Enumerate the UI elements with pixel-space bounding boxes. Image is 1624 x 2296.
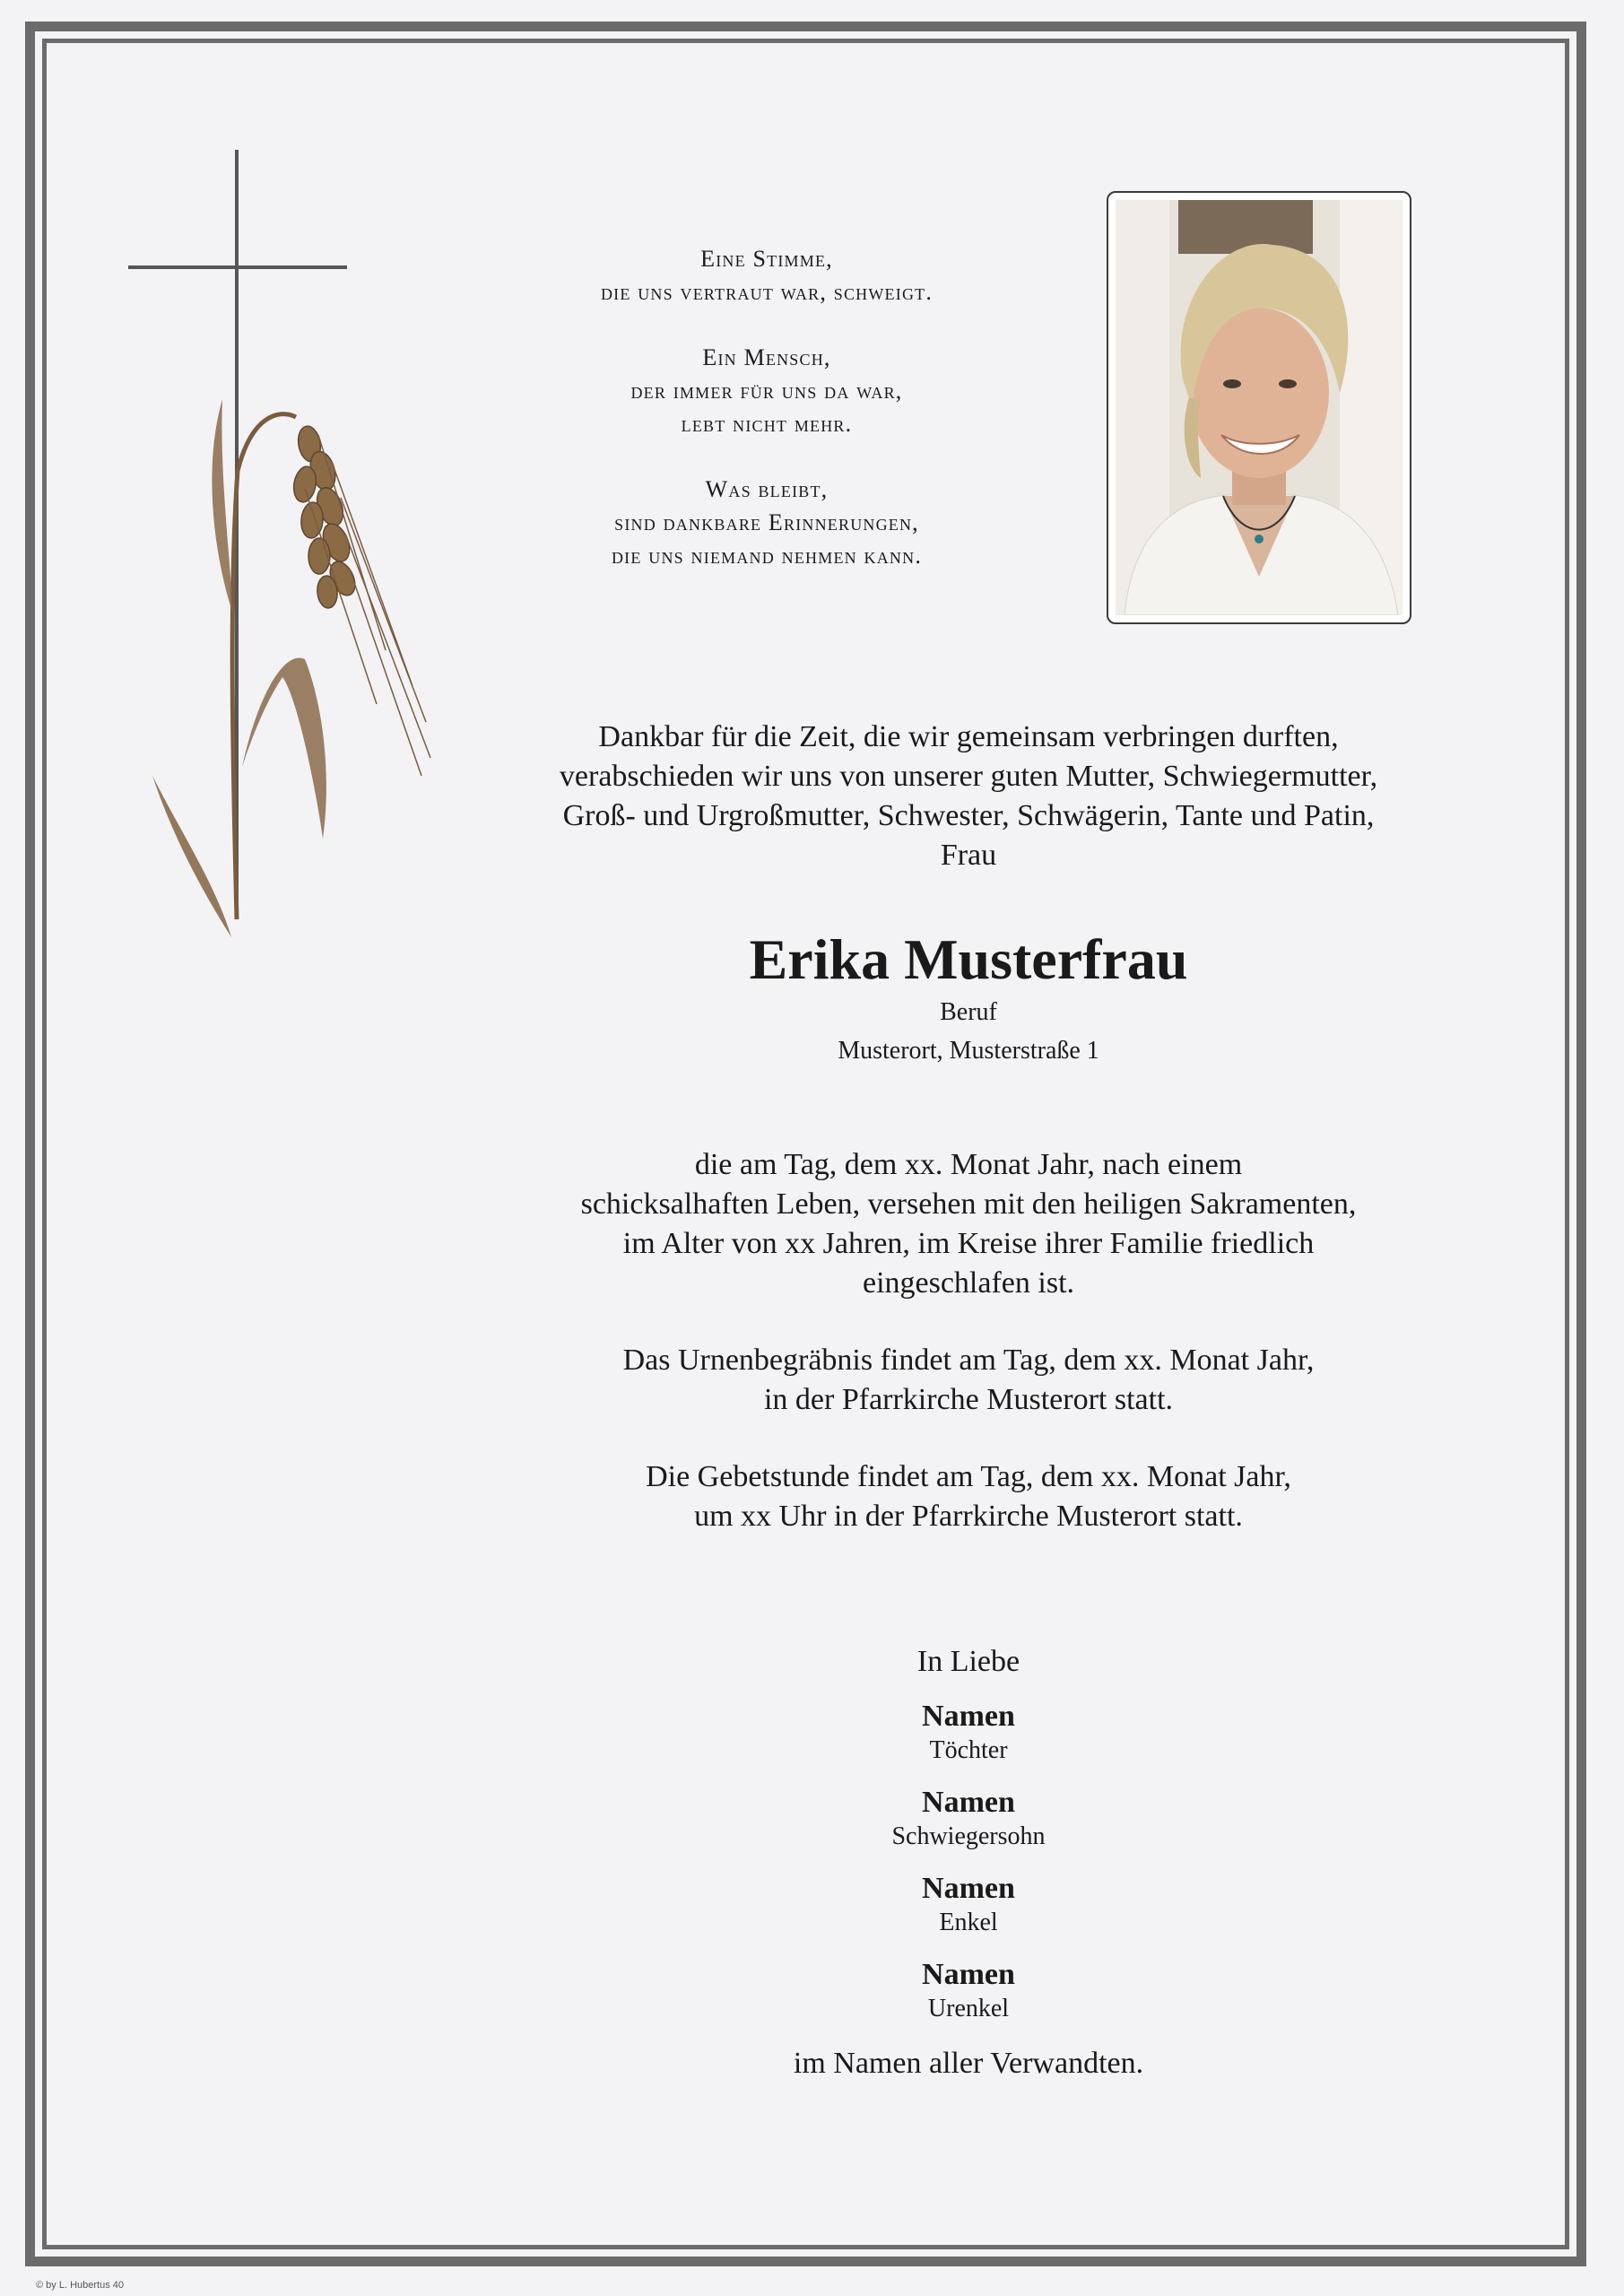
body-line: schicksalhaften Leben, versehen mit den heiligen Sakramenten, xyxy=(580,1187,1357,1221)
poem-line: sind dankbare Erinnerungen, xyxy=(614,509,919,535)
copyright-note: © by L. Hubertus 40 xyxy=(36,2280,124,2291)
poem xyxy=(502,242,1031,604)
poem-line: Ein Mensch, xyxy=(702,344,831,370)
signatory-name: Namen xyxy=(922,1958,1015,1991)
signatory-name: Namen xyxy=(922,1700,1015,1733)
poem-line: Was bleibt, xyxy=(705,476,829,502)
signatory-name: Namen xyxy=(922,1786,1015,1819)
deceased-profession: Beruf xyxy=(940,998,997,1026)
signatory-relation: Urenkel xyxy=(927,1995,1010,2022)
signatory xyxy=(466,1957,1471,2025)
body-paragraph xyxy=(466,1145,1471,1303)
body-line: die am Tag, dem xx. Monat Jahr, nach einem xyxy=(694,1148,1243,1181)
signatory-name: Namen xyxy=(922,1872,1015,1905)
poem-line: die uns niemand nehmen kann. xyxy=(611,543,923,569)
poem-line: Eine Stimme, xyxy=(700,246,833,272)
signatory-relation: Töchter xyxy=(929,1736,1008,1764)
poem-line: lebt nicht mehr. xyxy=(681,411,853,437)
portrait-photo-frame xyxy=(1107,191,1411,624)
body-line: um xx Uhr in der Pfarrkirche Musterort statt. xyxy=(694,1500,1243,1533)
intro-line: Frau xyxy=(940,839,997,872)
deceased-name: Erika Musterfrau xyxy=(749,927,1188,991)
in-liebe-text: In Liebe xyxy=(916,1645,1020,1678)
signatory-relation: Schwiegersohn xyxy=(891,1822,1046,1850)
body-line: eingeschlafen ist. xyxy=(862,1266,1075,1300)
intro-line: verabschieden wir uns von unserer guten Mutter, Schwiegermutter, xyxy=(559,760,1378,793)
body-paragraph xyxy=(466,1341,1471,1420)
signatory-relation: Enkel xyxy=(939,1909,998,1936)
poem-stanza xyxy=(502,341,1031,440)
signatory xyxy=(466,1699,1471,1767)
closing-final-text: im Namen aller Verwandten. xyxy=(793,2047,1144,2080)
body-paragraph xyxy=(466,1457,1471,1536)
poem-line: die uns vertraut war, schweigt. xyxy=(600,279,934,305)
body-line: Die Gebetstunde findet am Tag, dem xx. Monat Jahr, xyxy=(646,1460,1291,1493)
poem-line: der immer für uns da war, xyxy=(630,378,903,404)
body-line: Das Urnenbegräbnis findet am Tag, dem xx. Monat Jahr, xyxy=(622,1344,1315,1377)
intro-line: Groß- und Urgroßmutter, Schwester, Schwägerin, Tante und Patin, xyxy=(562,799,1375,832)
signatory xyxy=(466,1785,1471,1853)
body-line: im Alter von xx Jahren, im Kreise ihrer Familie friedlich xyxy=(622,1227,1315,1260)
poem-stanza xyxy=(502,473,1031,572)
portrait-photo xyxy=(1116,200,1403,615)
body-line: in der Pfarrkirche Musterort statt. xyxy=(763,1383,1174,1416)
closing-block xyxy=(466,1641,1471,2084)
intro-line: Dankbar für die Zeit, die wir gemeinsam verbringen durften, xyxy=(598,720,1339,753)
deceased-address: Musterort, Musterstraße 1 xyxy=(838,1037,1099,1065)
intro-text xyxy=(466,718,1471,875)
signatory xyxy=(466,1871,1471,1939)
poem-stanza xyxy=(502,242,1031,309)
announcement-body xyxy=(466,1145,1471,1574)
cross-wheat-icon xyxy=(117,148,457,973)
